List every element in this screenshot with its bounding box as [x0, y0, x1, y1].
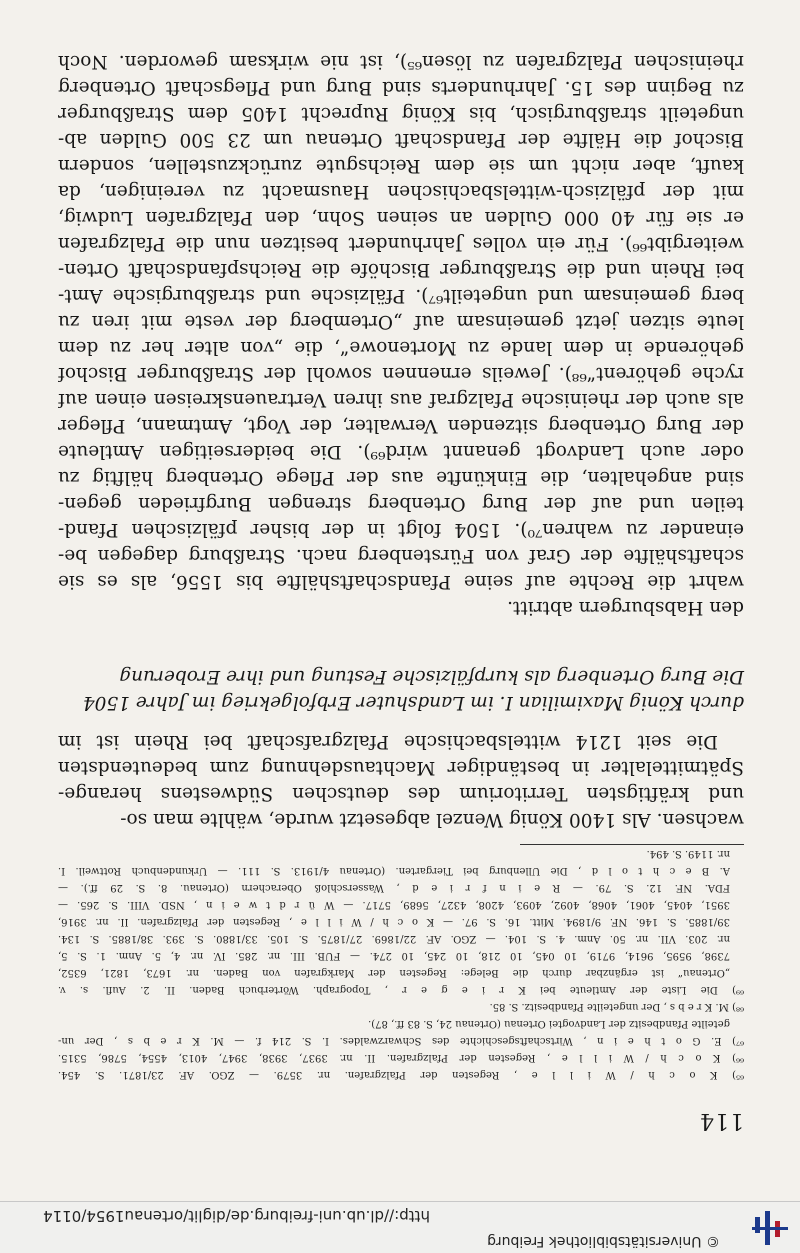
footnote-line: „Ortenau“ ist ergänzbar durch die Belege: Regesten der Markgrafen von Baden. nr. 1673, 1821, 6352, — [58, 967, 730, 978]
page-number: 114 — [699, 1108, 744, 1133]
footnote-line: geteilte Pfandbesitz der Landvogtei Ortenau (Ortenau 24, S. 83 ff., 87). — [368, 1018, 730, 1029]
body-line: ryche gehörent“⁶⁸). Jeweils ernennen sowohl der Straßburger Bischof — [58, 363, 744, 384]
footnote-line: ⁶⁸) M. K r e b s , Der ungeteilte Pfandbesitz. S. 85. — [489, 1001, 744, 1012]
body-line: mit der pfälzisch-wittelsbachischen Hausmacht zu vereinigen, da — [58, 181, 744, 202]
body-line: als auch der rheinische Pfalzgraf aus ihren Vertrauenskreisen einen auf — [58, 389, 744, 410]
viewer-header — [0, 1201, 800, 1253]
body-line: zu Beginn des 15. Jahrhunderts sind Burg und Pflegschaft Ortenberg — [58, 77, 744, 98]
heading-line: durch König Maximilian I. im Landshuter Erbfolgekrieg im Jahre 1504 — [82, 692, 744, 713]
body-line: und kräftigsten Territorium des deutschen Südwestens herange- — [58, 783, 744, 804]
copyright-notice: © Universitätsbibliothek Freiburg — [487, 1233, 720, 1249]
ub-freiburg-logo-icon[interactable] — [750, 1207, 790, 1247]
footnote-line: 7398, 9595, 9614, 9719, 10 045, 10 218, 10 245, 10 274. — FUB. III. nr. 285. IV. nr. 4, 5. Anm. 1. S. 5, — [58, 950, 730, 961]
footnote-line: nr. 1149. S. 494. — [646, 848, 730, 859]
body-line: er sie für 40 000 Gulden an seinen Sohn, den Pfalzgrafen Ludwig, — [58, 207, 744, 228]
body-line: oder auch Landvogt genannt wird⁶⁹). Die beiderseitigen Amtleute — [58, 441, 744, 462]
body-line: der Burg Ortenberg sitzenden Verwalter, der Vogt, Amtmann, Pfleger — [58, 415, 744, 436]
footnote-line: A. B e c h t o l d , Die Ullenburg bei Tiergarten. (Ortenau 4/1913. S. 111. — Urkundenbuch Rottweil. I. — [58, 865, 730, 876]
body-line: Die seit 1214 wittelsbachische Pfalzgrafschaft bei Rhein ist im — [58, 731, 718, 752]
body-line: ungeteilt straßburgisch, bis König Ruprecht 1405 dem Straßburger — [58, 103, 744, 124]
footnote-line: ⁶⁹) Die Liste der Amtleute bei K r i e g e r , Topograph. Wörterbuch Baden. II. 2. Aufl. s. v. — [58, 984, 744, 995]
footnote-line: ⁶⁶) K o c h / W i l l e , Regesten der Pfalzgrafen. II. nr. 3937, 3938, 3947, 4013, 4554, 5786, 5315. — [58, 1052, 744, 1063]
footnote-line: FDA. NF. 12. S. 79. — R e i n f r i e d , Wasserschloß Oberachern (Ortenau. 8. S. 29 ff.). — — [58, 882, 730, 893]
body-line: einander zu wahren⁷⁰). 1504 folgt in der bisher pfälzischen Pfand- — [58, 519, 744, 540]
footnote-line: ⁶⁵) K o c h / W i l l e , Regesten der Pfalzgrafen. nr. 3579. — ZGO. AF. 23/1871. S. 454. — [58, 1069, 744, 1080]
footnote-line: ⁶⁷) E. G o t h e i n , Wirtschaftsgeschichte des Schwarzwaldes. I. S. 214 f. — M. K r e b s , Der un- — [58, 1035, 744, 1046]
body-line: teilen und auf der Burg Ortenberg strengen Burgfrieden gegen- — [58, 493, 744, 514]
footnote-line: nr. 203. VII. nr. 50. Anm. 4. S. 104. — ZGO. AF. 22/1869. 27/1875. S. 105. 33/1880. S. 393. 38/1885. S. 134. — [58, 933, 730, 944]
body-line: Bischof die Hälfte der Pfandschaft Ortenau um 23 500 Gulden ab- — [58, 129, 744, 150]
body-line: rheinischen Pfalzgrafen zu lösen⁶⁵), ist nie wirksam geworden. Noch — [58, 51, 744, 72]
body-line: Spätmittelalter in beständiger Machtausdehnung zum bedeutendsten — [58, 757, 744, 778]
body-line: den Habsburgern abtritt. — [507, 597, 744, 618]
footnote-line: 3951, 4045, 4061, 4068, 4092, 4093, 4208, 4327, 5689, 5717. — W ü r d t w e i n , NSD. VIII. S. 265. — — [58, 899, 730, 910]
body-line: leute sitzen jetzt gemeinsam auf „Ortemberg der veste mit iren zu — [58, 311, 744, 332]
body-line: bei Rhein und die Straßburger Bischöfe die Reichspfandschaft Orten- — [58, 259, 744, 280]
body-line: wachsen. Als 1400 König Wenzel abgesetzt wurde, wählte man so- — [120, 809, 744, 830]
body-line: berg gemeinsam und ungeteilt⁶⁷). Pfälzische und straßburgische Amt- — [58, 285, 744, 306]
body-line: sind angehalten, die Einkünfte aus der Pflege Ortenberg hälftig zu — [58, 467, 744, 488]
body-line: wahrt die Rechte auf seine Pfandschaftshälfte bis 1556, als es sie — [58, 571, 744, 592]
body-line: weitergibt⁶⁶). Für ein volles Jahrhundert besitzen nun die Pfalzgrafen — [58, 233, 744, 254]
footnote-line: 39/1885. S. 146. NF. 9/1894. Mitt. 16. S. 97. — K o c h / W i l l e , Regesten der Pfalzgrafen. II. nr. 3916, — [58, 916, 730, 927]
body-line: schaftshälfte der Graf von Fürstenberg nach. Straßburg dagegen be- — [58, 545, 744, 566]
body-line: kauft, aber nicht um sie dem Reichsgute zurückzustellen, sondern — [58, 155, 744, 176]
footnote-separator — [520, 844, 744, 845]
body-line: gehörende in dem lande zu Mortenowe“, die „von alter her zu dem — [58, 337, 744, 358]
heading-line: Die Burg Ortenberg als kurpfälzische Festung und ihre Eroberung — [119, 666, 744, 687]
page-url[interactable]: http://dl.ub.uni-freiburg.de/diglit/ortenau1954/0114 — [43, 1207, 430, 1225]
